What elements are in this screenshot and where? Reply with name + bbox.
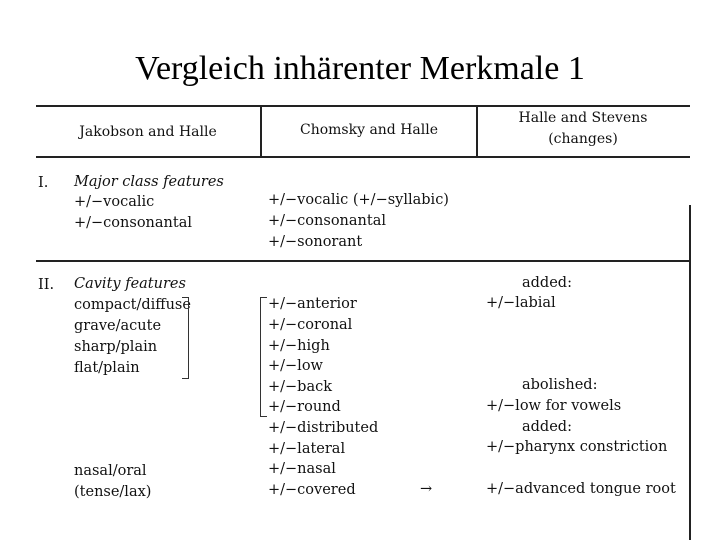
header-changes: (changes)	[548, 131, 618, 147]
ch-vocalic-syllabic: +/−vocalic (+/−syllabic)	[268, 192, 449, 208]
table-right-rule	[689, 205, 691, 540]
section-1-number: I.	[38, 175, 49, 191]
header-jakobson-halle: Jakobson and Halle	[79, 124, 217, 140]
ch-coronal: +/−coronal	[268, 317, 353, 333]
section-divider-rule	[36, 260, 690, 262]
jh-consonantal: +/−consonantal	[74, 215, 192, 231]
jh-compact-diffuse: compact/diffuse	[74, 297, 191, 313]
jh-vocalic: +/−vocalic	[74, 194, 155, 210]
hs-added-label-2: added:	[522, 419, 572, 435]
header-halle-stevens: Halle and Stevens	[518, 110, 648, 126]
table-top-rule	[36, 105, 690, 107]
ch-anterior: +/−anterior	[268, 296, 357, 312]
hs-advanced-tongue-root: +/−advanced tongue root	[486, 481, 676, 497]
section-2-number: II.	[38, 277, 55, 293]
ch-covered: +/−covered	[268, 482, 356, 498]
jh-sharp-plain: sharp/plain	[74, 339, 158, 355]
ch-lateral: +/−lateral	[268, 441, 346, 457]
hs-added-label-1: added:	[522, 275, 572, 291]
ch-nasal: +/−nasal	[268, 461, 336, 477]
ch-high: +/−high	[268, 338, 330, 354]
hs-low-for-vowels: +/−low for vowels	[486, 398, 622, 414]
feature-comparison-table	[36, 100, 692, 540]
header-chomsky-halle: Chomsky and Halle	[299, 122, 439, 138]
section-1-title: Major class features	[74, 174, 224, 190]
slide-title: Vergleich inhärenter Merkmale 1	[135, 50, 585, 87]
hs-abolished-label: abolished:	[522, 377, 598, 393]
header-bottom-rule	[36, 156, 690, 158]
jh-tense-lax: (tense/lax)	[74, 484, 152, 500]
ch-distributed: +/−distributed	[268, 420, 379, 436]
hs-pharynx-constriction: +/−pharynx constriction	[486, 439, 668, 455]
jh-flat-plain: flat/plain	[74, 360, 140, 376]
ch-back: +/−back	[268, 379, 333, 395]
jh-nasal-oral: nasal/oral	[74, 463, 147, 479]
right-brace	[182, 297, 189, 379]
ch-consonantal: +/−consonantal	[268, 213, 386, 229]
hs-labial: +/−labial	[486, 295, 556, 311]
ch-low: +/−low	[268, 358, 323, 374]
covered-to-atr-arrow: →	[420, 481, 433, 497]
ch-round: +/−round	[268, 399, 341, 415]
jh-grave-acute: grave/acute	[74, 318, 162, 334]
ch-sonorant: +/−sonorant	[268, 234, 363, 250]
left-brace	[260, 297, 267, 417]
section-2-title: Cavity features	[74, 276, 186, 292]
